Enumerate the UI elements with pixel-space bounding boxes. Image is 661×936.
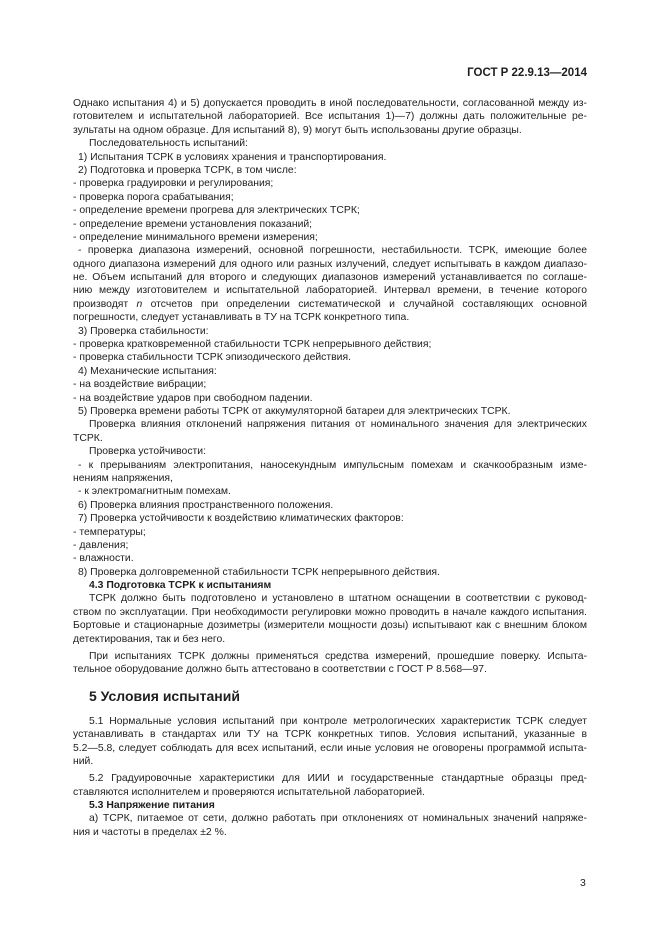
text-line: ством по эксплуатации. При необходимости регулировки можно проводить в начале каждого испытания. [73,606,587,618]
text-line: При испытаниях ТСРК должны применяться средства измерений, прошедшие поверку. Испыта- [89,650,587,662]
text-line: устанавливать в стандартах или ТУ на ТСРК конкретных типов. Условия испытаний, указанные в [73,729,587,741]
text-line: погрешности, следует устанавливать в ТУ на ТСРК конкретного типа. [73,312,410,324]
text-line [73,298,587,311]
subsection-heading-4-3: 4.3 Подготовка ТСРК к испытаниям [89,580,272,592]
list-item: - температуры; [73,526,146,538]
page-body [73,97,587,839]
text-line: 5.2—5.8, следует соблюдать для всех испытаний, если иные условия не оговорены программой испыта- [73,742,587,754]
list-item: - проверка стабильности ТСРК эпизодического действия. [73,352,351,364]
list-item: - проверка градуировки и регулирования; [73,178,274,190]
text-line: ний. [73,756,94,768]
text-line: Однако испытания 4) и 5) допускается проводить в иной последовательности, согласованной между из- [73,98,587,109]
list-item: 6) Проверка влияния пространственного положения. [78,499,334,511]
text-line: одного диапазона измерений для одного или разных излучений, следует испытывать в каждом диапазо- [73,258,587,270]
list-item: - проверка кратковременной стабильности ТСРК непрерывного действия; [73,339,432,351]
text-line: ставляются исполнителем и проверяются испытательной лабораторией. [73,786,425,798]
section-heading-5: 5 Условия испытаний [89,688,240,705]
text-fragment: производят [73,298,137,310]
text-line: а) ТСРК, питаемое от сети, должно работать при отклонениях от номинальных значений напряже- [89,813,587,825]
text-line: Бортовые и стационарные дозиметры (измерители мощности дозы) испытывают как с внешним блоком [73,620,587,632]
list-item: - на воздействие вибрации; [73,379,207,391]
text-line: 5.2 Градуировочные характеристики для ИИИ и государственные стандартные образцы пред- [89,773,587,785]
list-item: - проверка порога срабатывания; [73,191,234,203]
subsection-heading-5-3: 5.3 Напряжение питания [89,799,215,811]
list-item: - определение времени прогрева для электрических ТСРК; [73,205,360,217]
list-item: - определение времени установления показаний; [73,218,313,230]
text-line: ТСРК должно быть подготовлено и установлено в штатном оснащении в соответствии с руковод- [89,593,587,605]
list-item: 4) Механические испытания: [78,365,217,377]
list-item: - на воздействие ударов при свободном падении. [73,392,313,404]
text-line: ния и частоты в пределах ±2 %. [73,826,227,838]
list-item: 2) Подготовка и проверка ТСРК, в том числе: [78,164,297,176]
text-line: 5.1 Нормальные условия испытаний при контроле метрологических характеристик ТСРК следует [89,715,587,727]
list-item: - проверка диапазона измерений, основной погрешности, нестабильности. ТСРК, имеющие более [78,245,587,257]
list-item: - к прерываниям электропитания, наносекундным импульсным помехам и скачкообразным изме- [78,459,587,471]
list-item: - к электромагнитным помехам. [78,486,231,498]
text-line: детектирования, так и без него. [73,633,226,645]
document-id-header: ГОСТ Р 22.9.13—2014 [467,67,587,79]
text-line: готовителем и испытательной лабораторией. Все испытания 1)—7) должны дать положительные ре- [73,111,587,123]
text-line: зультаты на одном образце. Для испытаний 8), 9) могут быть использованы другие образцы. [73,124,522,136]
text-line: Последовательность испытаний: [89,138,248,150]
text-line: ТСРК. [73,432,103,444]
list-item: 1) Испытания ТСРК в условиях хранения и транспортирования. [78,151,387,163]
list-item: 5) Проверка времени работы ТСРК от аккумуляторной батареи для электрических ТСРК. [78,405,511,417]
list-item: 3) Проверка стабильности: [78,325,209,337]
list-item: 8) Проверка долговременной стабильности ТСРК непрерывного действия. [78,566,440,578]
variable-n: n [136,298,143,310]
text-fragment: отсчетов при определении систематической и случайной составляющих основной [142,298,587,310]
text-line: не. Объем испытаний для второго и следующих диапазонов измерений устанавливается по соглаше- [73,272,587,284]
text-line: нениям напряжения, [73,472,173,484]
page-number: 3 [580,878,586,889]
text-line: Проверка влияния отклонений напряжения питания от номинального значения для электрических [89,419,587,431]
text-line: Проверка устойчивости: [89,446,206,458]
list-item: - определение минимального времени измерения; [73,231,318,243]
list-item: - давления; [73,539,129,551]
list-item: 7) Проверка устойчивости к воздействию климатических факторов: [78,513,404,525]
text-line: нию между изготовителем и испытательной лабораторией. Интервал времени, в течение которого [73,285,587,297]
list-item: - влажности. [73,553,134,565]
text-line: тельное оборудование должно быть аттестовано в соответствии с ГОСТ Р 8.568—97. [73,664,487,675]
